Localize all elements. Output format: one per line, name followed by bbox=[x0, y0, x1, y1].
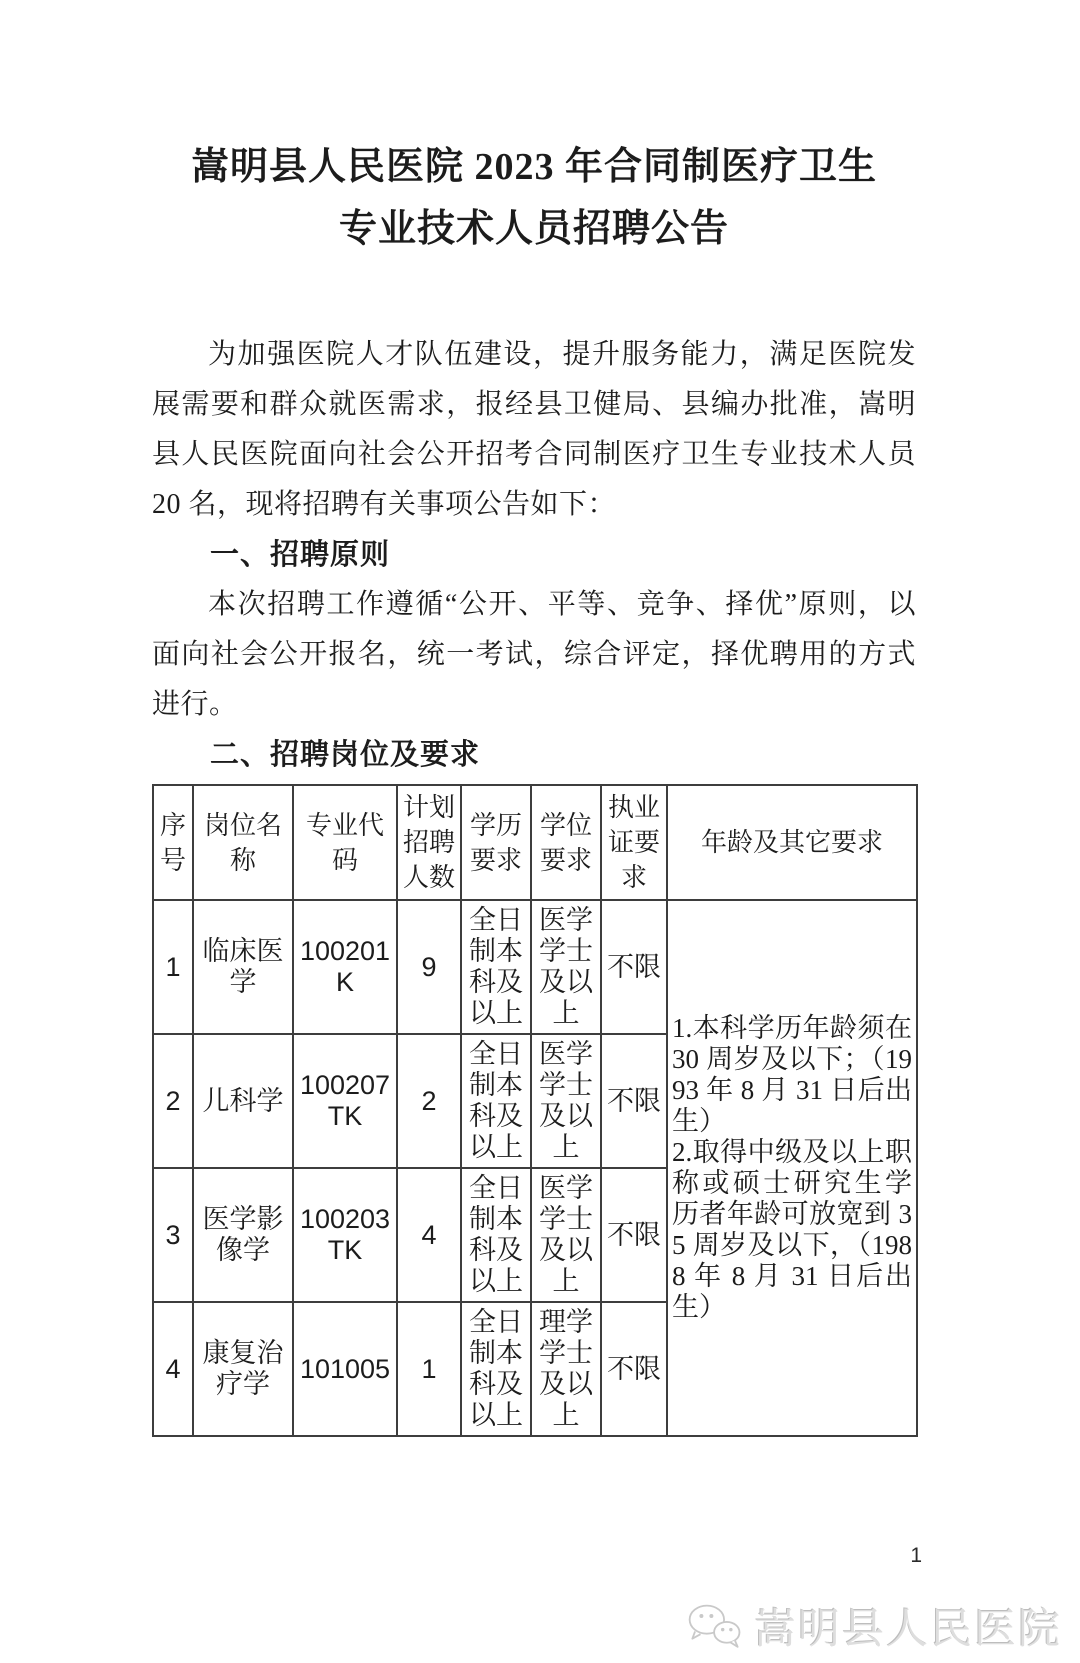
document-title-line1: 嵩明县人民医院 2023 年合同制医疗卫生 bbox=[190, 146, 877, 188]
cell-age-and-other-requirements bbox=[667, 900, 917, 1436]
header-age-and-other-requirements: 年龄及其它要求 bbox=[667, 785, 917, 900]
age-requirement-1: 1.本科学历年龄须在 30 周岁及以下；（1993 年 8 月 31 日后出生） bbox=[672, 1013, 912, 1136]
cell-license-requirement: 不限 bbox=[601, 900, 667, 1034]
cell-degree-requirement: 医学学士及以上 bbox=[531, 900, 601, 1034]
header-post-name: 岗位名称 bbox=[193, 785, 293, 900]
cell-serial: 4 bbox=[153, 1302, 193, 1436]
page-number: 1 bbox=[910, 1544, 922, 1567]
cell-planned-count: 2 bbox=[397, 1034, 461, 1168]
cell-license-requirement: 不限 bbox=[601, 1302, 667, 1436]
cell-degree-requirement: 理学学士及以上 bbox=[531, 1302, 601, 1436]
intro-paragraph: 为加强医院人才队伍建设，提升服务能力，满足医院发展需要和群众就医需求，报经县卫健局、县编办批准，嵩明县人民医院面向社会公开招考合同制医疗卫生专业技术人员 20 名，现将招聘有关事项公告如下： bbox=[152, 339, 916, 520]
header-degree-requirement: 学位要求 bbox=[531, 785, 601, 900]
section-heading-positions-and-requirements: 二、招聘岗位及要求 bbox=[210, 739, 481, 771]
cell-major-code: 101005 bbox=[293, 1302, 397, 1436]
age-requirement-2: 2.取得中级及以上职称或硕士研究生学历者年龄可放宽到 35 周岁及以下，（1988 年 8 月 31 日后出生） bbox=[672, 1137, 912, 1322]
table-header-row bbox=[153, 785, 917, 900]
cell-degree-requirement: 医学学士及以上 bbox=[531, 1034, 601, 1168]
cell-major-code: 100207TK bbox=[293, 1034, 397, 1168]
cell-post-name: 康复治疗学 bbox=[193, 1302, 293, 1436]
watermark-hospital-name: 嵩明县人民医院 bbox=[753, 1607, 1062, 1653]
cell-education-requirement: 全日制本科及以上 bbox=[461, 1302, 531, 1436]
document-title-line2: 专业技术人员招聘公告 bbox=[338, 208, 729, 250]
recruitment-principles-paragraph: 本次招聘工作遵循“公开、平等、竞争、择优”原则，以面向社会公开报名，统一考试，综合评定，择优聘用的方式进行。 bbox=[152, 589, 916, 720]
watermark bbox=[686, 1596, 1062, 1656]
document-page bbox=[0, 136, 1080, 1663]
cell-education-requirement: 全日制本科及以上 bbox=[461, 1168, 531, 1302]
table-row bbox=[153, 900, 917, 1034]
cell-major-code: 100203TK bbox=[293, 1168, 397, 1302]
cell-license-requirement: 不限 bbox=[601, 1168, 667, 1302]
cell-post-name: 医学影像学 bbox=[193, 1168, 293, 1302]
cell-serial: 1 bbox=[153, 900, 193, 1034]
document-title bbox=[152, 136, 916, 260]
cell-planned-count: 4 bbox=[397, 1168, 461, 1302]
positions-table bbox=[152, 784, 918, 1437]
header-major-code: 专业代码 bbox=[293, 785, 397, 900]
cell-degree-requirement: 医学学士及以上 bbox=[531, 1168, 601, 1302]
header-education-requirement: 学历要求 bbox=[461, 785, 531, 900]
wechat-icon bbox=[686, 1602, 744, 1650]
cell-post-name: 儿科学 bbox=[193, 1034, 293, 1168]
cell-planned-count: 1 bbox=[397, 1302, 461, 1436]
header-license-requirement: 执业证要求 bbox=[601, 785, 667, 900]
cell-education-requirement: 全日制本科及以上 bbox=[461, 900, 531, 1034]
cell-serial: 3 bbox=[153, 1168, 193, 1302]
cell-education-requirement: 全日制本科及以上 bbox=[461, 1034, 531, 1168]
cell-planned-count: 9 bbox=[397, 900, 461, 1034]
cell-post-name: 临床医学 bbox=[193, 900, 293, 1034]
header-planned-count: 计划招聘人数 bbox=[397, 785, 461, 900]
section-heading-recruitment-principles: 一、招聘原则 bbox=[210, 539, 391, 571]
cell-major-code: 100201K bbox=[293, 900, 397, 1034]
cell-license-requirement: 不限 bbox=[601, 1034, 667, 1168]
cell-serial: 2 bbox=[153, 1034, 193, 1168]
header-serial-number: 序号 bbox=[153, 785, 193, 900]
